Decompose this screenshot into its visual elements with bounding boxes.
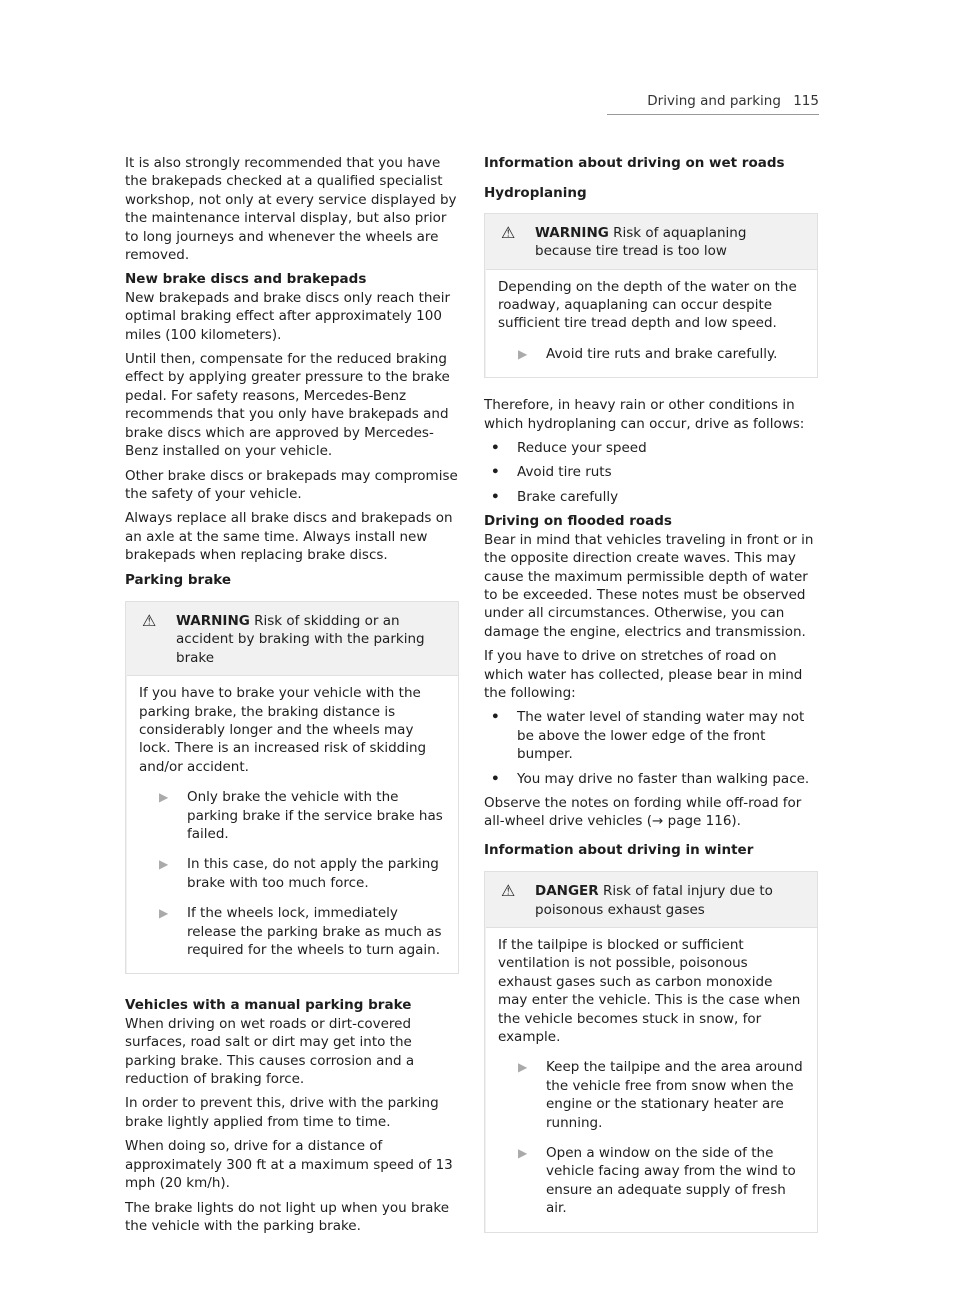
step-item: [498, 345, 805, 363]
paragraph: Always replace all brake discs and brakepads on an axle at the same time. Always install new brakepads when replacing brake discs.: [125, 510, 453, 564]
right-column: [484, 154, 818, 1249]
step-item: [139, 855, 446, 892]
bullet-dot-icon: •: [491, 770, 500, 787]
warning-label: WARNING: [535, 224, 609, 241]
danger-body: [486, 927, 817, 1232]
warning-header: [485, 214, 817, 269]
warning-body: [127, 675, 458, 973]
heading-winter: Information about driving in winter: [484, 841, 754, 858]
step-item: [498, 1058, 805, 1132]
paragraph: Therefore, in heavy rain or other conditions in which hydroplaning can occur, drive as follows:: [484, 397, 805, 432]
list-item: [484, 488, 818, 506]
paragraph: When doing so, drive for a distance of approximately 300 ft at a maximum speed of 13 mph (20 km/h).: [125, 1138, 453, 1192]
step-text: If the wheels lock, immediately release the parking brake as much as required for the wheels to turn again.: [187, 905, 442, 959]
bullet-dot-icon: •: [491, 440, 500, 457]
paragraph: When driving on wet roads or dirt-covered surfaces, road salt or dirt may get into the parking brake. This causes corrosion and a reduction of braking force.: [125, 1015, 415, 1088]
step-text: Keep the tailpipe and the area around the vehicle free from snow when the engine or the stationary heater are running.: [546, 1059, 803, 1131]
paragraph: The brake lights do not light up when you brake the vehicle with the parking brake.: [125, 1199, 449, 1234]
step-text: In this case, do not apply the parking brake with too much force.: [187, 856, 439, 891]
paragraph: New brakepads and brake discs only reach their optimal braking effect after approximately 100 miles (100 kilometers).: [125, 289, 451, 343]
warning-text: Depending on the depth of the water on the roadway, aquaplaning can occur despite sufficient tire tread depth and low speed.: [498, 278, 797, 332]
paragraph: Bear in mind that vehicles traveling in front or in the opposite direction create waves. This may cause the maximum permissible depth of water to be exceeded. These notes must be observed under all circumstances. Otherwise, you can damage the engine, electrics and transmission.: [484, 531, 814, 640]
warning-triangle-icon: ⚠: [501, 881, 516, 901]
step-item: [139, 904, 446, 959]
bullet-dot-icon: •: [491, 464, 500, 481]
bullet-list: [484, 439, 818, 506]
warning-body: [486, 269, 817, 378]
paragraph: Observe the notes on fording while off-road for all-wheel drive vehicles (→ page 116).: [484, 794, 802, 830]
warning-text: If you have to brake your vehicle with the parking brake, the braking distance is considerably longer and the wheels may lock. There is an increased risk of skidding and/or accident.: [139, 685, 427, 775]
paragraph: It is also strongly recommended that you have the brakepads checked at a qualified specialist workshop, not only at every service displayed by the maintenance interval display, but also prior to long journeys and whenever the wheels are removed.: [125, 155, 457, 264]
step-arrow-icon: ▶: [159, 906, 169, 921]
page-header: [647, 92, 819, 110]
heading-new-brake-discs: New brake discs and brakepads: [125, 271, 367, 288]
header-divider: [607, 114, 819, 115]
left-column: [125, 154, 459, 1241]
step-arrow-icon: ▶: [518, 1060, 528, 1075]
warning-label: WARNING: [176, 612, 250, 629]
section-title: Driving and parking: [647, 93, 781, 109]
step-arrow-icon: ▶: [518, 346, 528, 361]
list-item: [484, 463, 818, 481]
step-arrow-icon: ▶: [518, 1146, 528, 1161]
warning-triangle-icon: ⚠: [501, 222, 516, 242]
list-item-text: Avoid tire ruts: [517, 464, 612, 481]
list-item-text: Brake carefully: [517, 488, 619, 505]
heading-manual-parking-brake: Vehicles with a manual parking brake: [125, 997, 412, 1014]
warning-header: [126, 602, 458, 675]
paragraph: In order to prevent this, drive with the parking brake lightly applied from time to time.: [125, 1095, 439, 1130]
bullet-list: [484, 708, 818, 788]
danger-box: [484, 871, 818, 1233]
step-text: Only brake the vehicle with the parking brake if the service brake has failed.: [187, 789, 443, 842]
warning-triangle-icon: ⚠: [142, 610, 157, 630]
danger-title: Risk of fatal injury due to poisonous exhaust gases: [535, 883, 773, 918]
bullet-dot-icon: •: [491, 709, 500, 726]
step-text: Open a window on the side of the vehicle facing away from the wind to ensure an adequate supply of fresh air.: [546, 1145, 796, 1217]
step-arrow-icon: ▶: [159, 790, 169, 805]
list-item: [484, 770, 818, 788]
step-item: [498, 1144, 805, 1218]
paragraph: If you have to drive on stretches of road on which water has collected, please bear in mind the following:: [484, 648, 803, 701]
warning-title: Risk of skidding or an accident by braking with the parking brake: [176, 612, 425, 666]
paragraph: Until then, compensate for the reduced braking effect by applying greater pressure to the brake pedal. For safety reasons, Mercedes-Benz recommends that you only have brakepads and brake discs which are approved by Mercedes-Benz installed on your vehicle.: [125, 351, 450, 460]
list-item: [484, 439, 818, 457]
step-item: [139, 788, 446, 843]
list-item-text: Reduce your speed: [517, 440, 647, 457]
warning-box: [484, 213, 818, 378]
page-number: 115: [793, 93, 819, 109]
list-item: [484, 708, 818, 763]
danger-label: DANGER: [535, 883, 599, 900]
paragraph: Other brake discs or brakepads may compromise the safety of your vehicle.: [125, 467, 458, 502]
danger-text: If the tailpipe is blocked or sufficient ventilation is not possible, poisonous exhaust gases such as carbon monoxide may enter the vehicle. This is the case when the vehicle becomes stuck in snow, for example.: [498, 937, 801, 1046]
warning-title: Risk of aquaplaning because tire tread is too low: [535, 224, 747, 260]
list-item-text: The water level of standing water may not be above the lower edge of the front bumper.: [517, 709, 805, 763]
step-arrow-icon: ▶: [159, 857, 169, 872]
heading-parking-brake: Parking brake: [125, 571, 232, 588]
list-item-text: You may drive no faster than walking pace.: [517, 770, 810, 787]
warning-box: [125, 601, 459, 975]
danger-header: [485, 872, 817, 927]
heading-hydroplaning: Hydroplaning: [484, 185, 587, 202]
heading-flooded-roads: Driving on flooded roads: [484, 513, 672, 530]
heading-wet-roads: Information about driving on wet roads: [484, 155, 785, 171]
step-text: Avoid tire ruts and brake carefully.: [546, 345, 778, 362]
bullet-dot-icon: •: [491, 488, 500, 505]
